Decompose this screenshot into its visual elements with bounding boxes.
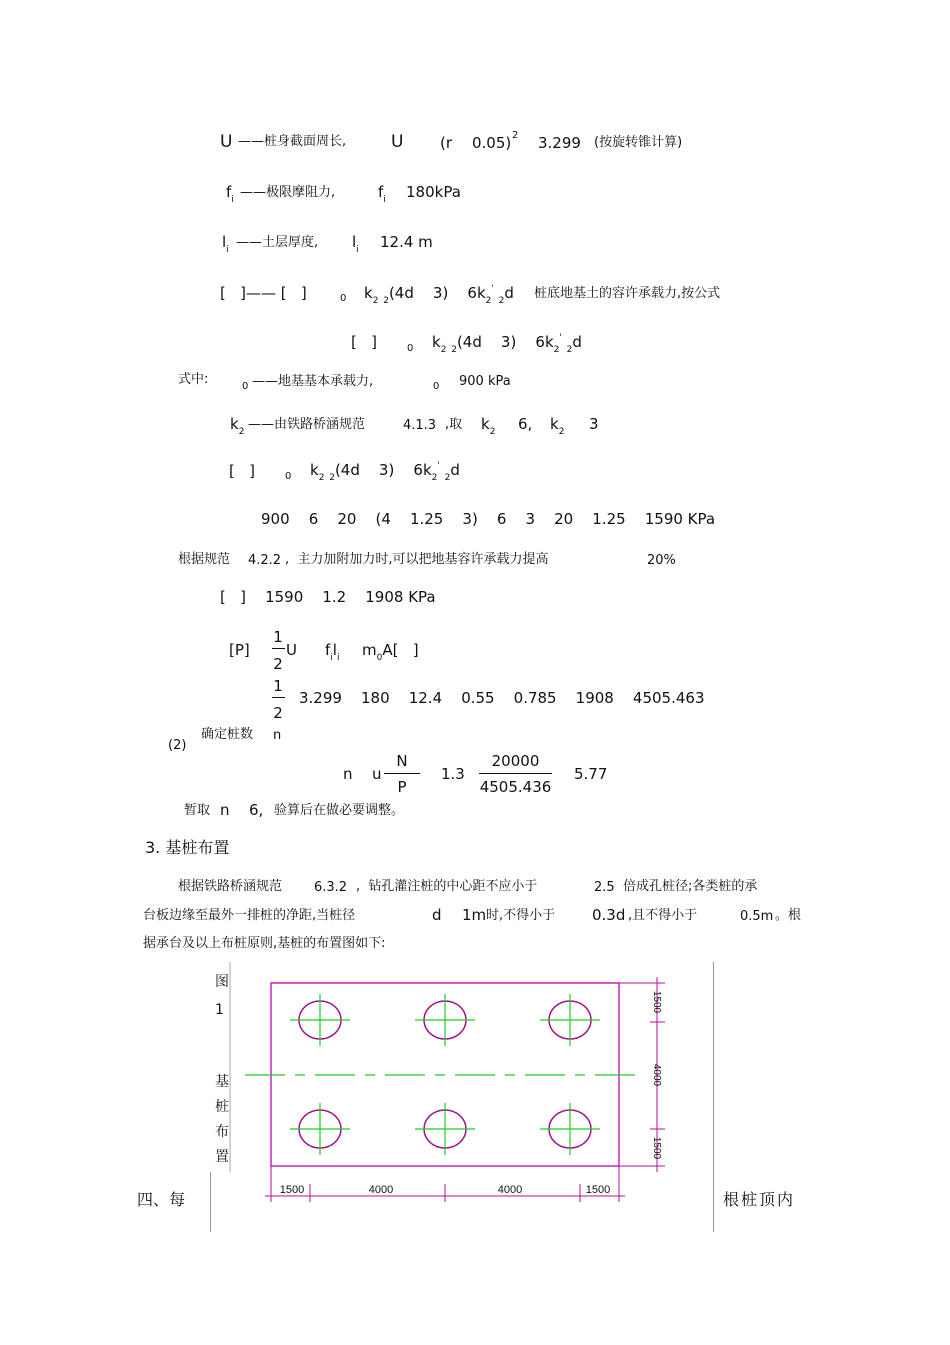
f-symbol: $f_i$ <box>226 183 234 205</box>
bottom-dimension <box>265 1166 625 1202</box>
sigma-eq-0: 0 <box>407 343 414 354</box>
tentative-a: 暂取 <box>184 803 211 818</box>
bottom-right-text: 根桩顶内 <box>723 1190 796 1209</box>
n-sym: n <box>343 765 353 783</box>
para-1-code: 6.3.2 <box>314 880 348 895</box>
n-num: 20000 <box>491 752 540 770</box>
u-desc: ——桩身截面周长, <box>238 134 347 149</box>
k2-val6: 6, <box>518 415 533 433</box>
l-symbol-2: $l_i$ <box>352 233 359 255</box>
dim-right-1: 1500 <box>651 990 662 1014</box>
p-U: U <box>286 641 297 659</box>
sigma-increased: [ ] 1590 1.2 1908 KPa <box>220 588 436 606</box>
figure-caption-4: 桩 <box>215 1099 229 1115</box>
figure-caption-2: 1 <box>215 1002 224 1018</box>
f-desc: ——极限摩阻力, <box>240 185 336 200</box>
dim-bottom-2: 4000 <box>368 1184 394 1196</box>
p-half-num: 1 <box>273 628 283 646</box>
k2-desc: ——由铁路桥涵规范 <box>248 417 366 432</box>
pile-1 <box>290 994 350 1046</box>
p-half-den: 2 <box>273 655 283 673</box>
step-2-title: 确定桩数 <box>201 727 254 742</box>
u-symbol: U <box>220 132 233 152</box>
pile-4 <box>290 1103 350 1155</box>
k2-val3: 3 <box>589 415 599 433</box>
para-2-1m: 1m <box>462 906 487 924</box>
pile-layout-diagram <box>210 962 715 1232</box>
p-fl: $f_il_i$ <box>325 641 340 663</box>
sigma-def: [ ]—— [ ] <box>220 284 307 302</box>
pile-5 <box>415 1103 475 1155</box>
step-2-label: (2) <box>168 738 187 753</box>
figure-caption-1: 图 <box>215 974 229 990</box>
where-label: 式中: <box>178 372 209 387</box>
code-422-pct: 20% <box>647 553 676 568</box>
k2-sym-3: $k_2$ <box>550 415 565 437</box>
sigma-eq-2: [ ] <box>229 462 256 480</box>
l-val: 12.4 m <box>380 233 433 251</box>
para-2-a: 台板边缘至最外一排桩的净距,当桩径 <box>143 908 356 923</box>
section-heading: 3. 基桩布置 <box>145 838 230 857</box>
pile-2 <box>415 994 475 1046</box>
p-symbol: [P] <box>229 641 250 659</box>
para-1-25: 2.5 <box>594 880 615 895</box>
sigma-0: 0 <box>340 293 347 304</box>
figure-caption-6: 置 <box>215 1149 229 1165</box>
p-calc-bar <box>272 697 285 698</box>
n-result: 5.77 <box>574 765 608 783</box>
para-1-c: 倍成孔桩径;各类桩的承 <box>623 879 758 894</box>
sigma0-val: 900 kPa <box>459 374 511 389</box>
f-symbol-2: $f_i$ <box>378 183 386 205</box>
para-2-d: d <box>432 906 442 924</box>
step-2-n: n <box>273 728 282 743</box>
p-half-bar <box>272 648 285 649</box>
k2-code: 4.1.3 <box>403 418 437 433</box>
u-val: 0.05) <box>472 134 512 152</box>
tentative-6: 6, <box>249 801 264 819</box>
dim-bottom-3: 4000 <box>497 1184 523 1196</box>
tentative-b: 验算后在做必要调整。 <box>274 803 405 818</box>
n-u: u <box>372 765 382 783</box>
sigma0-sym: 0 <box>242 381 249 392</box>
sigma-desc: 桩底地基土的容许承载力,按公式 <box>534 286 721 301</box>
n-den: 4505.436 <box>479 778 552 796</box>
dim-bottom-4: 1500 <box>585 1184 611 1196</box>
sigma-eq: [ ] <box>351 333 378 351</box>
n-P: P <box>397 778 407 796</box>
bottom-left-text: 四、每 <box>137 1190 186 1209</box>
code-422-a: 根据规范 <box>178 552 231 567</box>
sigma-eq-2-formula: $k_2$ $_2$(4d 3) $6k_2'$ $_2$d <box>310 461 460 483</box>
dim-right-3: 1500 <box>651 1136 662 1160</box>
u-sup: 2 <box>512 130 519 141</box>
u-symbol-2: U <box>391 132 404 152</box>
u-r: (r <box>440 134 453 152</box>
sigma0-desc: ——地基基本承载力, <box>252 374 374 389</box>
p-calc-den: 2 <box>273 704 283 722</box>
para-1-b: , 钻孔灌注桩的中心距不应小于 <box>356 879 538 894</box>
para-2-b: 时,不得小于 <box>486 908 556 923</box>
code-422-b: , 主力加附加力时,可以把地基容许承载力提高 <box>285 552 549 567</box>
k2-take: ,取 <box>445 417 463 432</box>
l-symbol: $l_i$ <box>222 233 229 255</box>
sigma0-sym-2: 0 <box>433 381 440 392</box>
k2-sym-2: $k_2$ <box>481 415 496 437</box>
p-m: $m_0A$[ ] <box>362 641 419 663</box>
p-calc: 3.299 180 12.4 0.55 0.785 1908 4505.463 <box>299 689 705 707</box>
p-calc-num: 1 <box>273 677 283 695</box>
figure-caption-5: 布 <box>215 1124 229 1140</box>
para-1-a: 根据铁路桥涵规范 <box>178 879 283 894</box>
dim-bottom-1: 1500 <box>279 1184 305 1196</box>
para-2-05: 0.5m <box>740 909 774 924</box>
sigma-eq-2-0: 0 <box>285 471 292 482</box>
k2-symbol: $k_2$ <box>230 415 245 437</box>
tentative-n: n <box>220 801 230 819</box>
para-2-03: 0.3d <box>592 906 626 924</box>
u-result: 3.299 <box>538 134 581 152</box>
pile-3 <box>540 994 600 1046</box>
para-3: 据承台及以上布桩原则,基桩的布置图如下: <box>143 936 386 951</box>
para-2-c: ,且不得小于 <box>628 908 698 923</box>
n-N: N <box>396 752 408 770</box>
figure-caption-3: 基 <box>215 1074 229 1090</box>
l-desc: ——土层厚度, <box>236 235 319 250</box>
sigma-calc: 900 6 20 (4 1.25 3) 6 3 20 1.25 1590 KPa <box>261 510 716 528</box>
sigma-eq-formula: $k_2$ $_2$(4d 3) $6k_2'$ $_2$d <box>432 333 582 355</box>
pile-6 <box>540 1103 600 1155</box>
dim-right-2: 4000 <box>651 1063 662 1087</box>
para-2-e: 。根 <box>775 908 802 923</box>
sigma-formula: $k_2$ $_2$(4d 3) $6k_2'$ $_2$d <box>364 284 514 306</box>
n-np-bar <box>384 773 420 774</box>
n-13: 1.3 <box>441 765 465 783</box>
code-422: 4.2.2 <box>248 553 282 568</box>
n-frac-bar <box>479 773 552 774</box>
u-note: (按旋转锥计算) <box>594 135 683 150</box>
f-val: 180kPa <box>406 183 461 201</box>
